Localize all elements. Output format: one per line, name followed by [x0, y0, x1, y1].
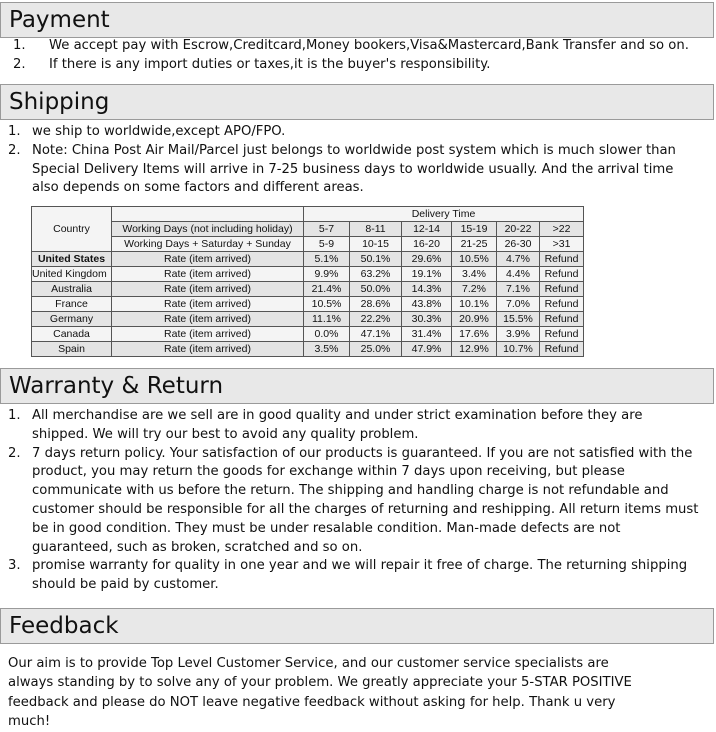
warranty-list — [8, 407, 700, 595]
table-row — [32, 267, 584, 282]
table-cell: >31 — [540, 237, 584, 252]
warranty-title: Warranty & Return — [9, 373, 224, 399]
table-cell: 28.6% — [350, 297, 402, 312]
table-cell: 21-25 — [452, 237, 497, 252]
rate-label: Rate (item arrived) — [112, 327, 304, 342]
rate-label: Rate (item arrived) — [112, 252, 304, 267]
working-days-label: Working Days (not including holiday) — [112, 222, 304, 237]
payment-section — [8, 37, 708, 75]
table-cell: 10-15 — [350, 237, 402, 252]
table-cell: 26-30 — [497, 237, 540, 252]
table-row — [32, 297, 584, 312]
table-cell: 4.4% — [497, 267, 540, 282]
country-header: Country — [32, 207, 112, 252]
list-number: 1. — [13, 38, 26, 53]
list-number: 2. — [8, 445, 21, 461]
shipping-header — [0, 84, 714, 120]
table-cell: 63.2% — [350, 267, 402, 282]
table-cell: 7.0% — [497, 297, 540, 312]
table-cell: 19.1% — [402, 267, 452, 282]
rate-label: Rate (item arrived) — [112, 312, 304, 327]
country-name: France — [32, 297, 112, 312]
working-days-weekend-label: Working Days + Saturday + Sunday — [112, 237, 304, 252]
table-cell: 15.5% — [497, 312, 540, 327]
list-text: 7 days return policy. Your satisfaction of our products is guaranteed. If you are not satisfied with the product, you may return the goods for exchange within 7 days upon receiving, but please communicate with us before the return. The shipping and handling charge is not refundable and customer should be responsible for all the charges of returning and reshipping. All return items must be in good condition. They must be under resalable condition. Man-made defects are not guaranteed, such as broken, scratched and so on. — [32, 445, 699, 555]
country-name: Australia — [32, 282, 112, 297]
table-cell: 30.3% — [402, 312, 452, 327]
table-cell: 12.9% — [452, 342, 497, 357]
list-text: promise warranty for quality in one year and we will repair it free of charge. The returning shipping should be paid by customer. — [32, 558, 688, 593]
table-cell: 9.9% — [304, 267, 350, 282]
country-name: United States — [32, 252, 112, 267]
country-name: United Kingdom — [32, 267, 112, 282]
rate-label: Rate (item arrived) — [112, 342, 304, 357]
warranty-section — [8, 407, 700, 595]
table-cell: 31.4% — [402, 327, 452, 342]
list-text: All merchandise are we sell are in good quality and under strict examination before they are shipped. We will try our best to avoid any quality problem. — [32, 408, 643, 442]
list-number: 1. — [8, 408, 21, 423]
list-number: 3. — [8, 558, 21, 574]
table-cell: 29.6% — [402, 252, 452, 267]
table-cell: 10.7% — [497, 342, 540, 357]
feedback-title: Feedback — [9, 613, 119, 639]
table-cell: 7.1% — [497, 282, 540, 297]
table-cell: 8-11 — [350, 222, 402, 237]
rate-label: Rate (item arrived) — [112, 297, 304, 312]
table-cell: 47.1% — [350, 327, 402, 342]
list-item — [8, 142, 698, 198]
table-cell: 10.5% — [304, 297, 350, 312]
rate-label: Rate (item arrived) — [112, 267, 304, 282]
table-cell: 20-22 — [497, 222, 540, 237]
shipping-section — [8, 123, 698, 198]
table-cell: 25.0% — [350, 342, 402, 357]
shipping-list — [8, 123, 698, 198]
table-cell: Refund — [540, 297, 584, 312]
table-cell: >22 — [540, 222, 584, 237]
table-cell: 20.9% — [452, 312, 497, 327]
list-number: 2. — [13, 56, 26, 72]
table-cell: 12-14 — [402, 222, 452, 237]
table-cell: 43.8% — [402, 297, 452, 312]
table-cell: 17.6% — [452, 327, 497, 342]
table-cell: 3.9% — [497, 327, 540, 342]
list-text: Note: China Post Air Mail/Parcel just belongs to worldwide post system which is much slower than Special Delivery Items will arrive in 7-25 business days to worldwide usually. And the arrival time also depends on some factors and different areas. — [32, 142, 676, 196]
country-name: Germany — [32, 312, 112, 327]
table-row — [32, 252, 584, 267]
table-cell: 15-19 — [452, 222, 497, 237]
table-cell: Refund — [540, 327, 584, 342]
table-cell: 10.1% — [452, 297, 497, 312]
list-item — [8, 56, 708, 75]
table-cell: Refund — [540, 282, 584, 297]
list-item — [8, 407, 700, 445]
list-item — [8, 445, 700, 558]
table-cell: 11.1% — [304, 312, 350, 327]
list-text: We accept pay with Escrow,Creditcard,Money bookers,Visa&Mastercard,Bank Transfer and so on. — [49, 38, 689, 53]
list-text: we ship to worldwide,except APO/FPO. — [32, 124, 286, 139]
table-cell: Refund — [540, 312, 584, 327]
warranty-header — [0, 368, 714, 404]
payment-title: Payment — [9, 7, 110, 33]
shipping-title: Shipping — [9, 89, 110, 115]
table-row — [32, 327, 584, 342]
table-cell: 3.4% — [452, 267, 497, 282]
list-text: If there is any import duties or taxes,it is the buyer's responsibility. — [49, 56, 491, 72]
table-cell: 7.2% — [452, 282, 497, 297]
list-number: 2. — [8, 142, 21, 158]
table-cell: 5-9 — [304, 237, 350, 252]
table-cell: 14.3% — [402, 282, 452, 297]
table-cell: Refund — [540, 252, 584, 267]
table-cell: 5-7 — [304, 222, 350, 237]
table-cell: 50.1% — [350, 252, 402, 267]
table-cell: 10.5% — [452, 252, 497, 267]
table-cell: Refund — [540, 267, 584, 282]
table-cell: 3.5% — [304, 342, 350, 357]
table-cell: 47.9% — [402, 342, 452, 357]
country-name: Canada — [32, 327, 112, 342]
delivery-time-header: Delivery Time — [304, 207, 584, 222]
list-number: 1. — [8, 124, 21, 139]
country-name: Spain — [32, 342, 112, 357]
payment-header — [0, 2, 714, 38]
list-item — [8, 123, 698, 142]
table-cell: 21.4% — [304, 282, 350, 297]
rate-label: Rate (item arrived) — [112, 282, 304, 297]
delivery-time-table — [31, 206, 584, 357]
feedback-text: Our aim is to provide Top Level Customer Service, and our customer service specialists are always standing by to solve any of your problem. We greatly appreciate your 5-STAR POSITIVE feedback and please do NOT leave negative feedback without asking for help. Thank u very much! — [8, 656, 632, 730]
table-cell: 50.0% — [350, 282, 402, 297]
feedback-header — [0, 608, 714, 644]
feedback-section — [8, 654, 648, 732]
table-row — [32, 282, 584, 297]
list-item — [8, 557, 700, 595]
payment-list — [8, 37, 708, 75]
table-cell: 16-20 — [402, 237, 452, 252]
table-cell: 4.7% — [497, 252, 540, 267]
table-row — [32, 312, 584, 327]
table-cell: 0.0% — [304, 327, 350, 342]
table-cell: 22.2% — [350, 312, 402, 327]
table-row — [32, 342, 584, 357]
list-item — [8, 37, 708, 56]
table-cell: 5.1% — [304, 252, 350, 267]
table-cell: Refund — [540, 342, 584, 357]
